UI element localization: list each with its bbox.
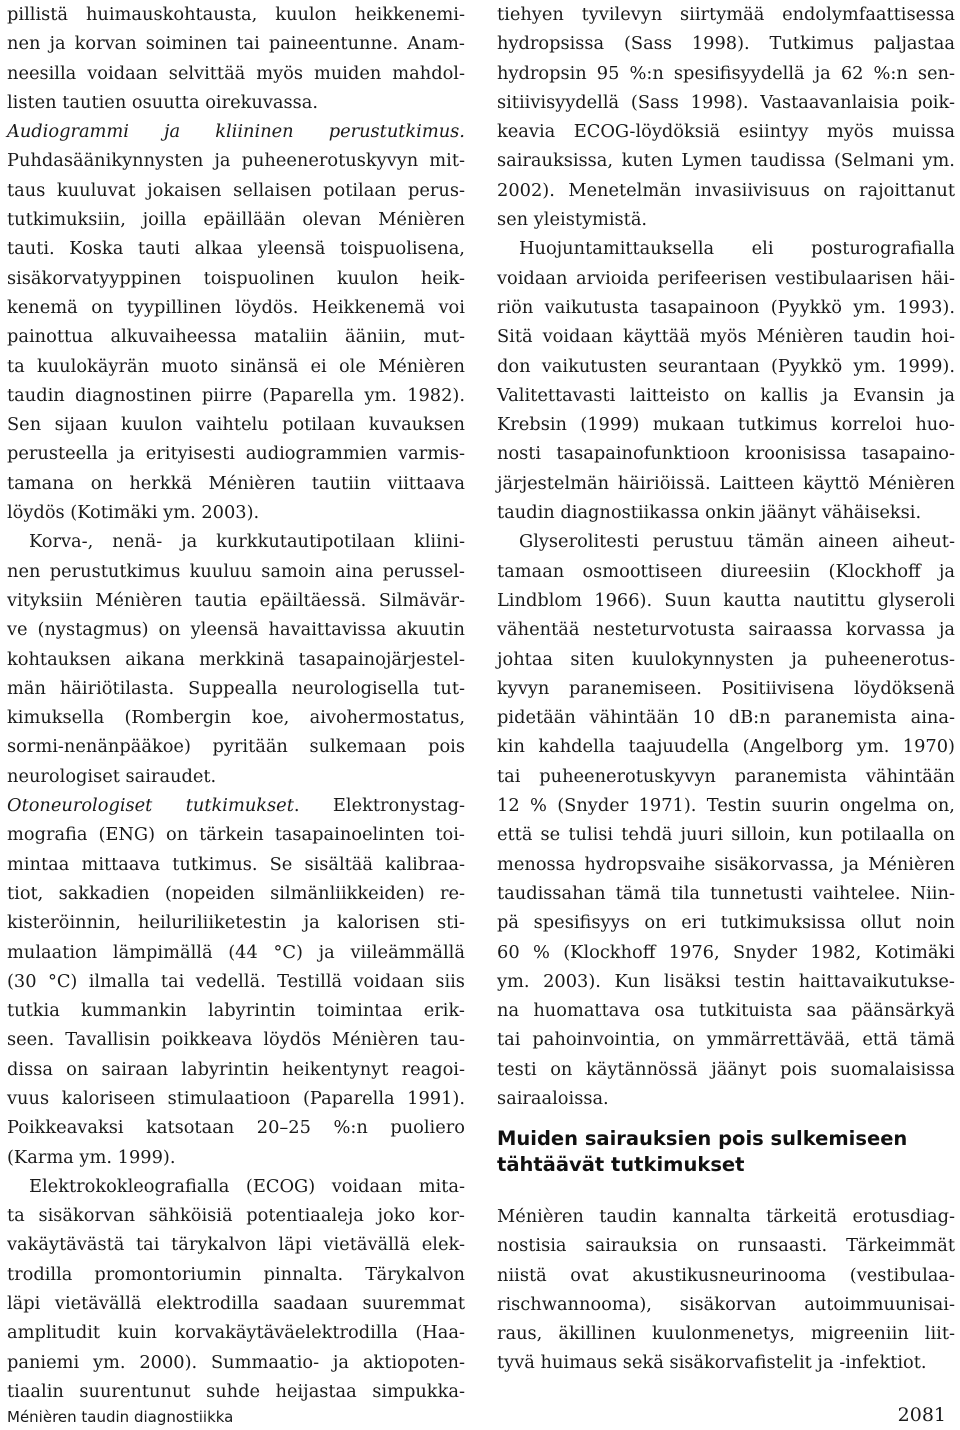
text-line: tauti. Koska tauti alkaa yleensä toispuolisena, bbox=[7, 238, 465, 260]
section-heading bbox=[497, 1126, 907, 1178]
text-line: sormi-nenänpääkoe) pyritään sulkemaan pois bbox=[7, 736, 465, 758]
text-line: vityksiin Ménièren tautia epäiltäessä. Silmävär- bbox=[7, 589, 465, 611]
text-line: Huojuntamittauksella eli posturografialla bbox=[519, 238, 955, 260]
running-title: Ménièren taudin diagnostiikka bbox=[7, 1408, 234, 1426]
text-line: pidetään vähintään 10 dB:n paranemista aina- bbox=[497, 707, 955, 729]
text-line: johtaa siten kuulokynnysten ja puheenerotus- bbox=[497, 648, 955, 670]
text-line: kin kahdella taajuudella (Angelborg ym. 1970) bbox=[497, 736, 955, 758]
text-line: ta kuulokäyrän muoto sinänsä ei ole Ménièren bbox=[7, 355, 465, 377]
text-line: tutkia kummankin labyrintin toimintaa erik- bbox=[7, 1000, 465, 1022]
text-line: tamana on herkkä Ménièren tautiin viittaava bbox=[7, 472, 465, 494]
text-line: sairaaloissa. bbox=[497, 1087, 609, 1109]
text-line: Lindblom 1966). Suun kautta nautittu glyseroli bbox=[497, 589, 955, 611]
text-line: 12 % (Snyder 1971). Testin suurin ongelma on, bbox=[497, 795, 955, 817]
text-line: taudissahan tämä tila tunnetusti vaihtelee. Niin- bbox=[497, 882, 955, 904]
text-line: perusteella ja erityisesti audiogrammien varmis- bbox=[7, 443, 465, 465]
text-line: sen yleistymistä. bbox=[497, 209, 648, 231]
text-line: nen perustutkimus kuuluu samoin aina perussel- bbox=[7, 560, 465, 582]
text-line: nostisia sairauksia on runsaasti. Tärkeimmät bbox=[497, 1235, 955, 1257]
text-line: Ménièren taudin kannalta tärkeitä erotusdiag- bbox=[497, 1206, 955, 1227]
text-line: ta sisäkorvan sähköisiä potentiaaleja joko kor- bbox=[7, 1205, 465, 1227]
text-line: sisäkorvatyyppinen toispuolinen kuulon heik- bbox=[7, 267, 465, 289]
text-line: 2002). Menetelmän invasiivisuus on rajoittanut bbox=[497, 179, 955, 201]
text-line: (30 °C) ilmalla tai vedellä. Testillä voidaan siis bbox=[7, 970, 465, 992]
text-line: tai puheenerotuskyvyn paranemista vähintään bbox=[497, 765, 955, 787]
text-line: mografia (ENG) on tärkein tasapainoelinten toi- bbox=[7, 824, 465, 846]
text-line: na huomattava osa tutkituista saa päänsärkyä bbox=[497, 1000, 955, 1022]
left-column bbox=[7, 0, 465, 1406]
text-line: dissa on sairaan labyrintin heikentynyt reagoi- bbox=[7, 1058, 465, 1080]
text-line: Puhdasäänikynnysten ja puheenerotuskyvyn mit- bbox=[7, 150, 465, 172]
text-line: keavia ECOG-löydöksiä esiintyy myös muissa bbox=[497, 121, 955, 143]
text-line: nosti tasapainofunktioon kroonisissa tasapaino- bbox=[497, 443, 955, 465]
text-line: rischwannooma), sisäkorvan autoimmuunisai- bbox=[497, 1293, 955, 1315]
text-line: raus, äkillinen kuulonmenetys, migreeniin liit- bbox=[497, 1323, 955, 1345]
text-line: sitiivisyydellä (Sass 1998). Vastaavanlaisia poik- bbox=[497, 91, 955, 113]
text-line: hydropsin 95 %:n spesifisyydellä ja 62 %:n sen- bbox=[497, 62, 955, 84]
text-line: läpi vietävällä elektrodilla saadaan suuremmat bbox=[7, 1293, 465, 1315]
text-line: mintaa mittaava tutkimus. Se sisältää kalibraa- bbox=[7, 853, 465, 875]
text-line: Korva-, nenä- ja kurkkutautipotilaan kliini- bbox=[29, 531, 465, 553]
text-line: että se tulisi tehdä juuri silloin, kun potilaalla on bbox=[497, 824, 955, 846]
text-line: (Karma ym. 1999). bbox=[7, 1146, 176, 1168]
text-line: vähentää nesteturvotusta sairaassa korvassa ja bbox=[497, 619, 955, 641]
text-line: mulaation lämpimällä (44 °C) ja viileämmällä bbox=[7, 941, 465, 963]
text-line: sairauksissa, kuten Lymen taudissa (Selmani ym. bbox=[497, 150, 955, 172]
text-line: taudin diagnostiikassa onkin jäänyt vähäiseksi. bbox=[497, 502, 922, 524]
text-line: painottua alkuvaiheessa mataliin ääniin, mut- bbox=[7, 326, 465, 348]
text-line: Otoneurologiset tutkimukset. Elektronystag- bbox=[7, 795, 465, 817]
text-line: taus kuuluvat jokaisen sellaisen potilaan perus- bbox=[7, 179, 465, 201]
text-line: Poikkeavaksi katsotaan 20–25 %:n puoliero bbox=[7, 1117, 465, 1139]
text-line: Audiogrammi ja kliininen perustutkimus. bbox=[7, 121, 465, 143]
text-line: Krebsin (1999) mukaan tutkimus korreloi huo- bbox=[497, 414, 955, 436]
text-line: tamaan osmoottiseen diureesiin (Klockhoff ja bbox=[497, 560, 955, 582]
text-line: Sen sijaan kuulon vaihtelu potilaan kuvauksen bbox=[7, 414, 465, 436]
text-line: vakäytävästä tai tärykalvon läpi vietävällä elek- bbox=[7, 1234, 465, 1256]
text-line: järjestelmän häiriöissä. Laitteen käyttö Ménièren bbox=[497, 472, 955, 494]
text-line: tai pahoinvointia, on ymmärrettävää, että tämä bbox=[497, 1029, 955, 1051]
text-line: paniemi ym. 2000). Summaatio- ja aktiopoten- bbox=[7, 1351, 465, 1373]
section-body bbox=[497, 1202, 955, 1378]
text-line: ym. 2003). Kun lisäksi testin haittavaikutukse- bbox=[497, 970, 955, 992]
text-line: listen tautien osuutta oirekuvassa. bbox=[7, 91, 318, 113]
text-line: don vaikutusten seurantaan (Pyykkö ym. 1999). bbox=[497, 355, 955, 377]
text-line: voidaan arvioida perifeerisen vestibulaarisen häi- bbox=[497, 267, 955, 289]
text-line: Sitä voidaan käyttää myös Ménièren taudin hoi- bbox=[497, 326, 955, 348]
text-line: amplitudit kuin korvakäytäväelektrodilla (Haa- bbox=[7, 1322, 465, 1344]
section-heading-line: Muiden sairauksien pois sulkemiseen bbox=[497, 1127, 908, 1150]
text-line: tyvä huimaus sekä sisäkorvafistelit ja -infektiot. bbox=[497, 1352, 927, 1374]
text-line: Valitettavasti laitteisto on kallis ja Evansin ja bbox=[497, 384, 955, 406]
text-line: ve (nystagmus) on yleensä havaittavissa akuutin bbox=[7, 619, 465, 641]
text-line: seen. Tavallisin poikkeava löydös Ménièren tau- bbox=[7, 1029, 465, 1051]
text-line: vuus kaloriseen stimulaatioon (Paparella 1991). bbox=[7, 1087, 465, 1109]
text-line: riön vaikutusta tasapainoon (Pyykkö ym. 1993). bbox=[497, 296, 955, 318]
text-line: pä spesifisyys on eri tutkimuksissa ollut noin bbox=[497, 912, 955, 934]
text-line: neurologiset sairaudet. bbox=[7, 765, 217, 787]
text-line: män häiriötilasta. Suppealla neurologisella tut- bbox=[7, 677, 465, 699]
text-line: trodilla promontoriumin pinnalta. Tärykalvon bbox=[7, 1263, 465, 1285]
text-line: Glyserolitesti perustuu tämän aineen aiheut- bbox=[519, 531, 955, 553]
right-column bbox=[497, 0, 955, 1113]
text-line: neesilla voidaan selvittää myös muiden mahdol- bbox=[7, 62, 465, 84]
text-line: löydös (Kotimäki ym. 2003). bbox=[7, 502, 260, 524]
text-line: nen ja korvan soiminen tai paineentunne. Anam- bbox=[7, 33, 465, 55]
text-line: tutkimuksiin, joilla epäillään olevan Ménièren bbox=[7, 209, 465, 231]
text-line: menossa hydropsvaihe sisäkorvassa, ja Ménièren bbox=[497, 853, 955, 875]
page-number: 2081 bbox=[897, 1404, 946, 1426]
text-line: 60 % (Klockhoff 1976, Snyder 1982, Kotimäki bbox=[497, 941, 955, 963]
text-line: kenemä on tyypillinen löydös. Heikkenemä voi bbox=[7, 296, 465, 318]
text-line: tiehyen tyvilevyn siirtymää endolymfaattisessa bbox=[497, 4, 955, 25]
text-line: taudin diagnostinen piirre (Paparella ym. 1982). bbox=[7, 384, 465, 406]
text-line: Elektrokokleografialla (ECOG) voidaan mita- bbox=[29, 1175, 465, 1197]
text-line: niistä ovat akustikusneurinooma (vestibulaa- bbox=[497, 1264, 955, 1286]
text-line: testi on käytännössä jäänyt pois suomalaisissa bbox=[497, 1058, 955, 1080]
text-line: kisteröinnin, heiluriliiketestin ja kalorisen sti- bbox=[7, 912, 465, 934]
text-line: kyvyn paranemiseen. Positiivisena löydöksenä bbox=[497, 677, 955, 699]
text-line: kohtauksen aikana merkkinä tasapainojärjestel- bbox=[7, 648, 465, 670]
text-line: tiaalin suurentunut suhde heijastaa simpukka- bbox=[7, 1380, 465, 1402]
section-heading-line: tähtäävät tutkimukset bbox=[497, 1153, 745, 1176]
text-line: kimuksella (Rombergin koe, aivohermostatus, bbox=[7, 707, 465, 729]
text-line: hydropsissa (Sass 1998). Tutkimus paljastaa bbox=[497, 33, 955, 55]
text-line: pillistä huimauskohtausta, kuulon heikkenemi- bbox=[7, 4, 465, 25]
text-line: tiot, sakkadien (nopeiden silmänliikkeiden) re- bbox=[7, 882, 465, 904]
